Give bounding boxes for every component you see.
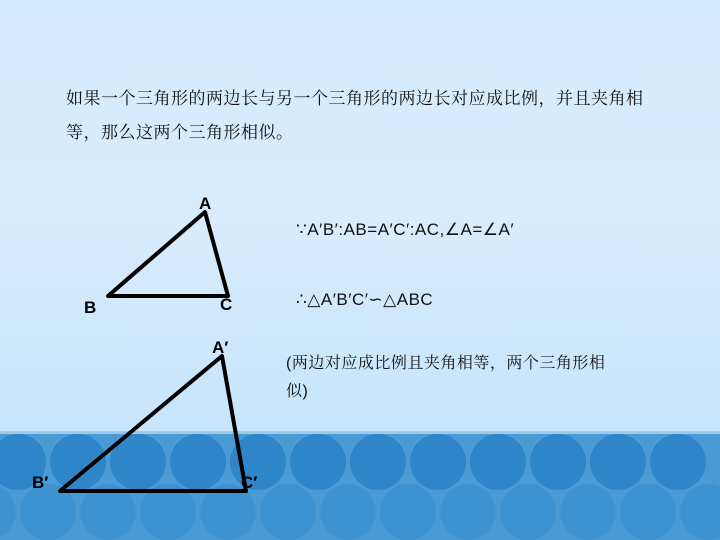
- triangle-abc: [108, 212, 228, 296]
- label-large-b: B′: [32, 473, 49, 492]
- label-small-b: B: [84, 298, 97, 317]
- label-small-c: C: [220, 295, 233, 314]
- proof-line-1: ∵A′B′:AB=A′C′:AC,∠A=∠A′: [296, 220, 515, 239]
- proof-line-3: (两边对应成比例且夹角相等，两个三角形相似): [286, 355, 606, 400]
- label-small-a: A: [199, 194, 212, 213]
- proof-line-2: ∴△A′B′C′∽△ABC: [296, 290, 434, 309]
- triangle-a1b1c1: [60, 356, 246, 491]
- label-large-c: C′: [241, 473, 258, 492]
- theorem-statement: 如果一个三角形的两边长与另一个三角形的两边长对应成比例，并且夹角相等，那么这两个三角形相似。: [66, 89, 644, 142]
- label-large-a: A′: [212, 338, 229, 357]
